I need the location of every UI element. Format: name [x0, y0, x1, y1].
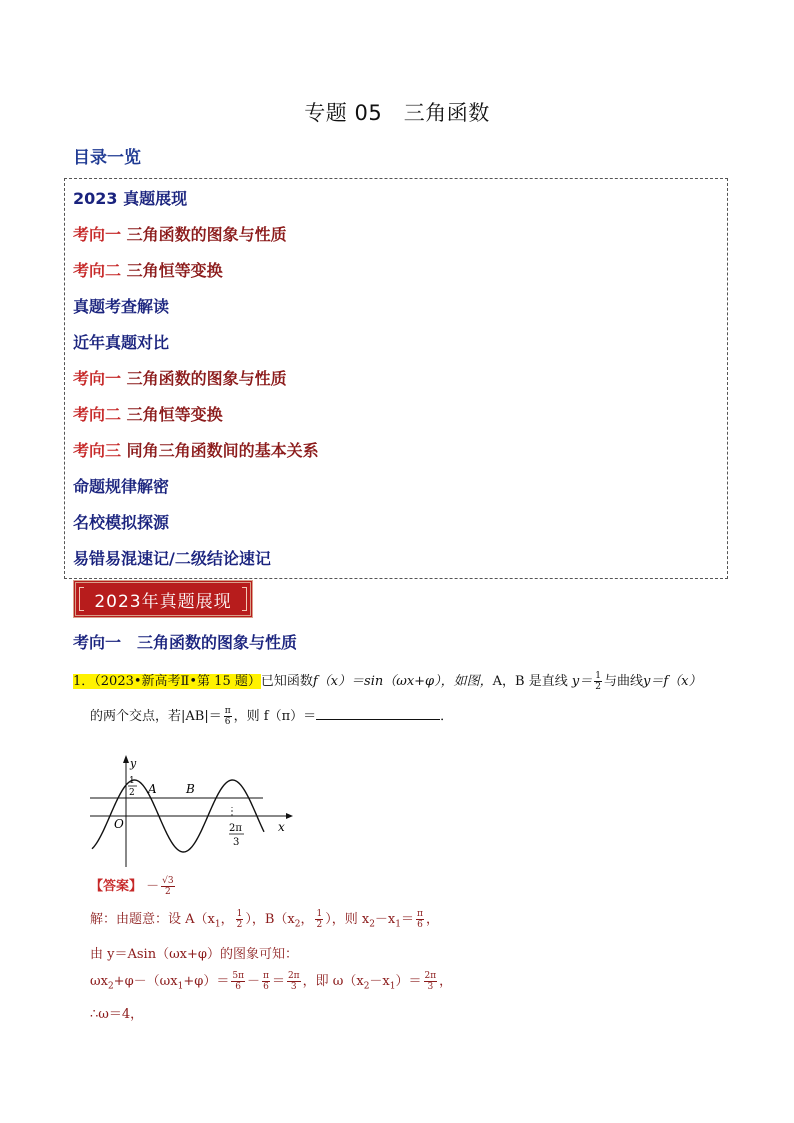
tick-num-label: 2π — [229, 823, 242, 834]
y-axis-arrow — [123, 755, 129, 763]
toc-item-mock[interactable]: 名校模拟探源 — [73, 513, 170, 532]
problem-line-1: 1．（2023•新高考Ⅱ•第 15 题）已知函数f（x）＝sin（ωx+φ），如图，A，B 是直线 y＝ $\frac{1}{2}$ 与曲线y＝f（x） — [73, 671, 702, 692]
toc-heading: 目录一览 — [73, 148, 141, 168]
toc-item-patterns[interactable]: 命题规律解密 — [73, 477, 170, 496]
solution-line-2: 由 y＝Asin（ωx+φ）的图象可知： — [90, 947, 298, 962]
answer-label: 【答案】 — [90, 879, 143, 894]
section-heading: 考向一 三角函数的图象与性质 — [73, 633, 298, 652]
toc-box — [64, 178, 728, 579]
problem-number: 1． — [73, 674, 95, 689]
half-num-label: 1 — [129, 776, 135, 786]
point-a-label: A — [148, 782, 157, 796]
toc-item-recent-2[interactable]: 考向二 三角恒等变换 — [73, 405, 223, 424]
toc-item-quick-notes[interactable]: 易错易混速记/二级结论速记 — [73, 549, 271, 568]
toc-item-direction-2[interactable]: 考向二 三角恒等变换 — [73, 261, 223, 280]
answer-fraction: $\frac{√3}{2}$ — [162, 876, 174, 897]
fraction-pi-6: $\frac{\pi}{6}$ — [224, 706, 231, 727]
origin-label: O — [114, 817, 124, 831]
half-den-label: 2 — [129, 788, 135, 798]
solution-line-3: $\omega x_2+\varphi-(\omega x_1+\varphi)=$ $\frac{5\pi}{6}$ － $\frac{\pi}{6}$ ＝ $\frac{2\pi}{3}$ ，即 $\omega(x_2-x_1)=$ $\frac{2\pi}{3}$ ， — [90, 971, 453, 992]
answer-line: 【答案】 － $\frac{√3}{2}$ — [90, 876, 174, 897]
point-b-label: B — [186, 782, 195, 796]
sine-graph — [88, 755, 298, 870]
toc-item-2023[interactable]: 2023 真题展现 — [73, 189, 188, 208]
x-axis-arrow — [286, 813, 293, 819]
solution-line-4: ∴ω＝4， — [90, 1007, 144, 1022]
problem-line-2: 的两个交点，若|AB|＝ $\frac{\pi}{6}$ ，则 f（π）＝ ． — [90, 706, 454, 727]
toc-item-comparison[interactable]: 近年真题对比 — [73, 333, 170, 352]
answer-blank[interactable] — [316, 707, 440, 720]
fraction-half: $\frac{1}{2}$ — [595, 671, 601, 692]
problem-source: （2023•新高考Ⅱ•第 15 题） — [94, 674, 261, 689]
page-title: 专题 05 三角函数 — [304, 101, 490, 125]
toc-item-interpretation[interactable]: 真题考查解读 — [73, 297, 170, 316]
toc-item-recent-3[interactable]: 考向三 同角三角函数间的基本关系 — [73, 441, 319, 460]
section-banner: 2023年真题展现 — [73, 580, 253, 618]
toc-item-direction-1[interactable]: 考向一 三角函数的图象与性质 — [73, 225, 287, 244]
y-label: y — [130, 757, 137, 770]
solution-line-1: 解：由题意：设 $A(x_1$， $\frac{1}{2}$ ），$B(x_2$， $\frac{1}{2}$ ），则 $x_2-x_1=$ $\frac{\pi}{6}$ ， — [90, 909, 439, 930]
tick-den-label: 3 — [233, 837, 240, 848]
x-label: x — [278, 820, 285, 834]
toc-item-recent-1[interactable]: 考向一 三角函数的图象与性质 — [73, 369, 287, 388]
